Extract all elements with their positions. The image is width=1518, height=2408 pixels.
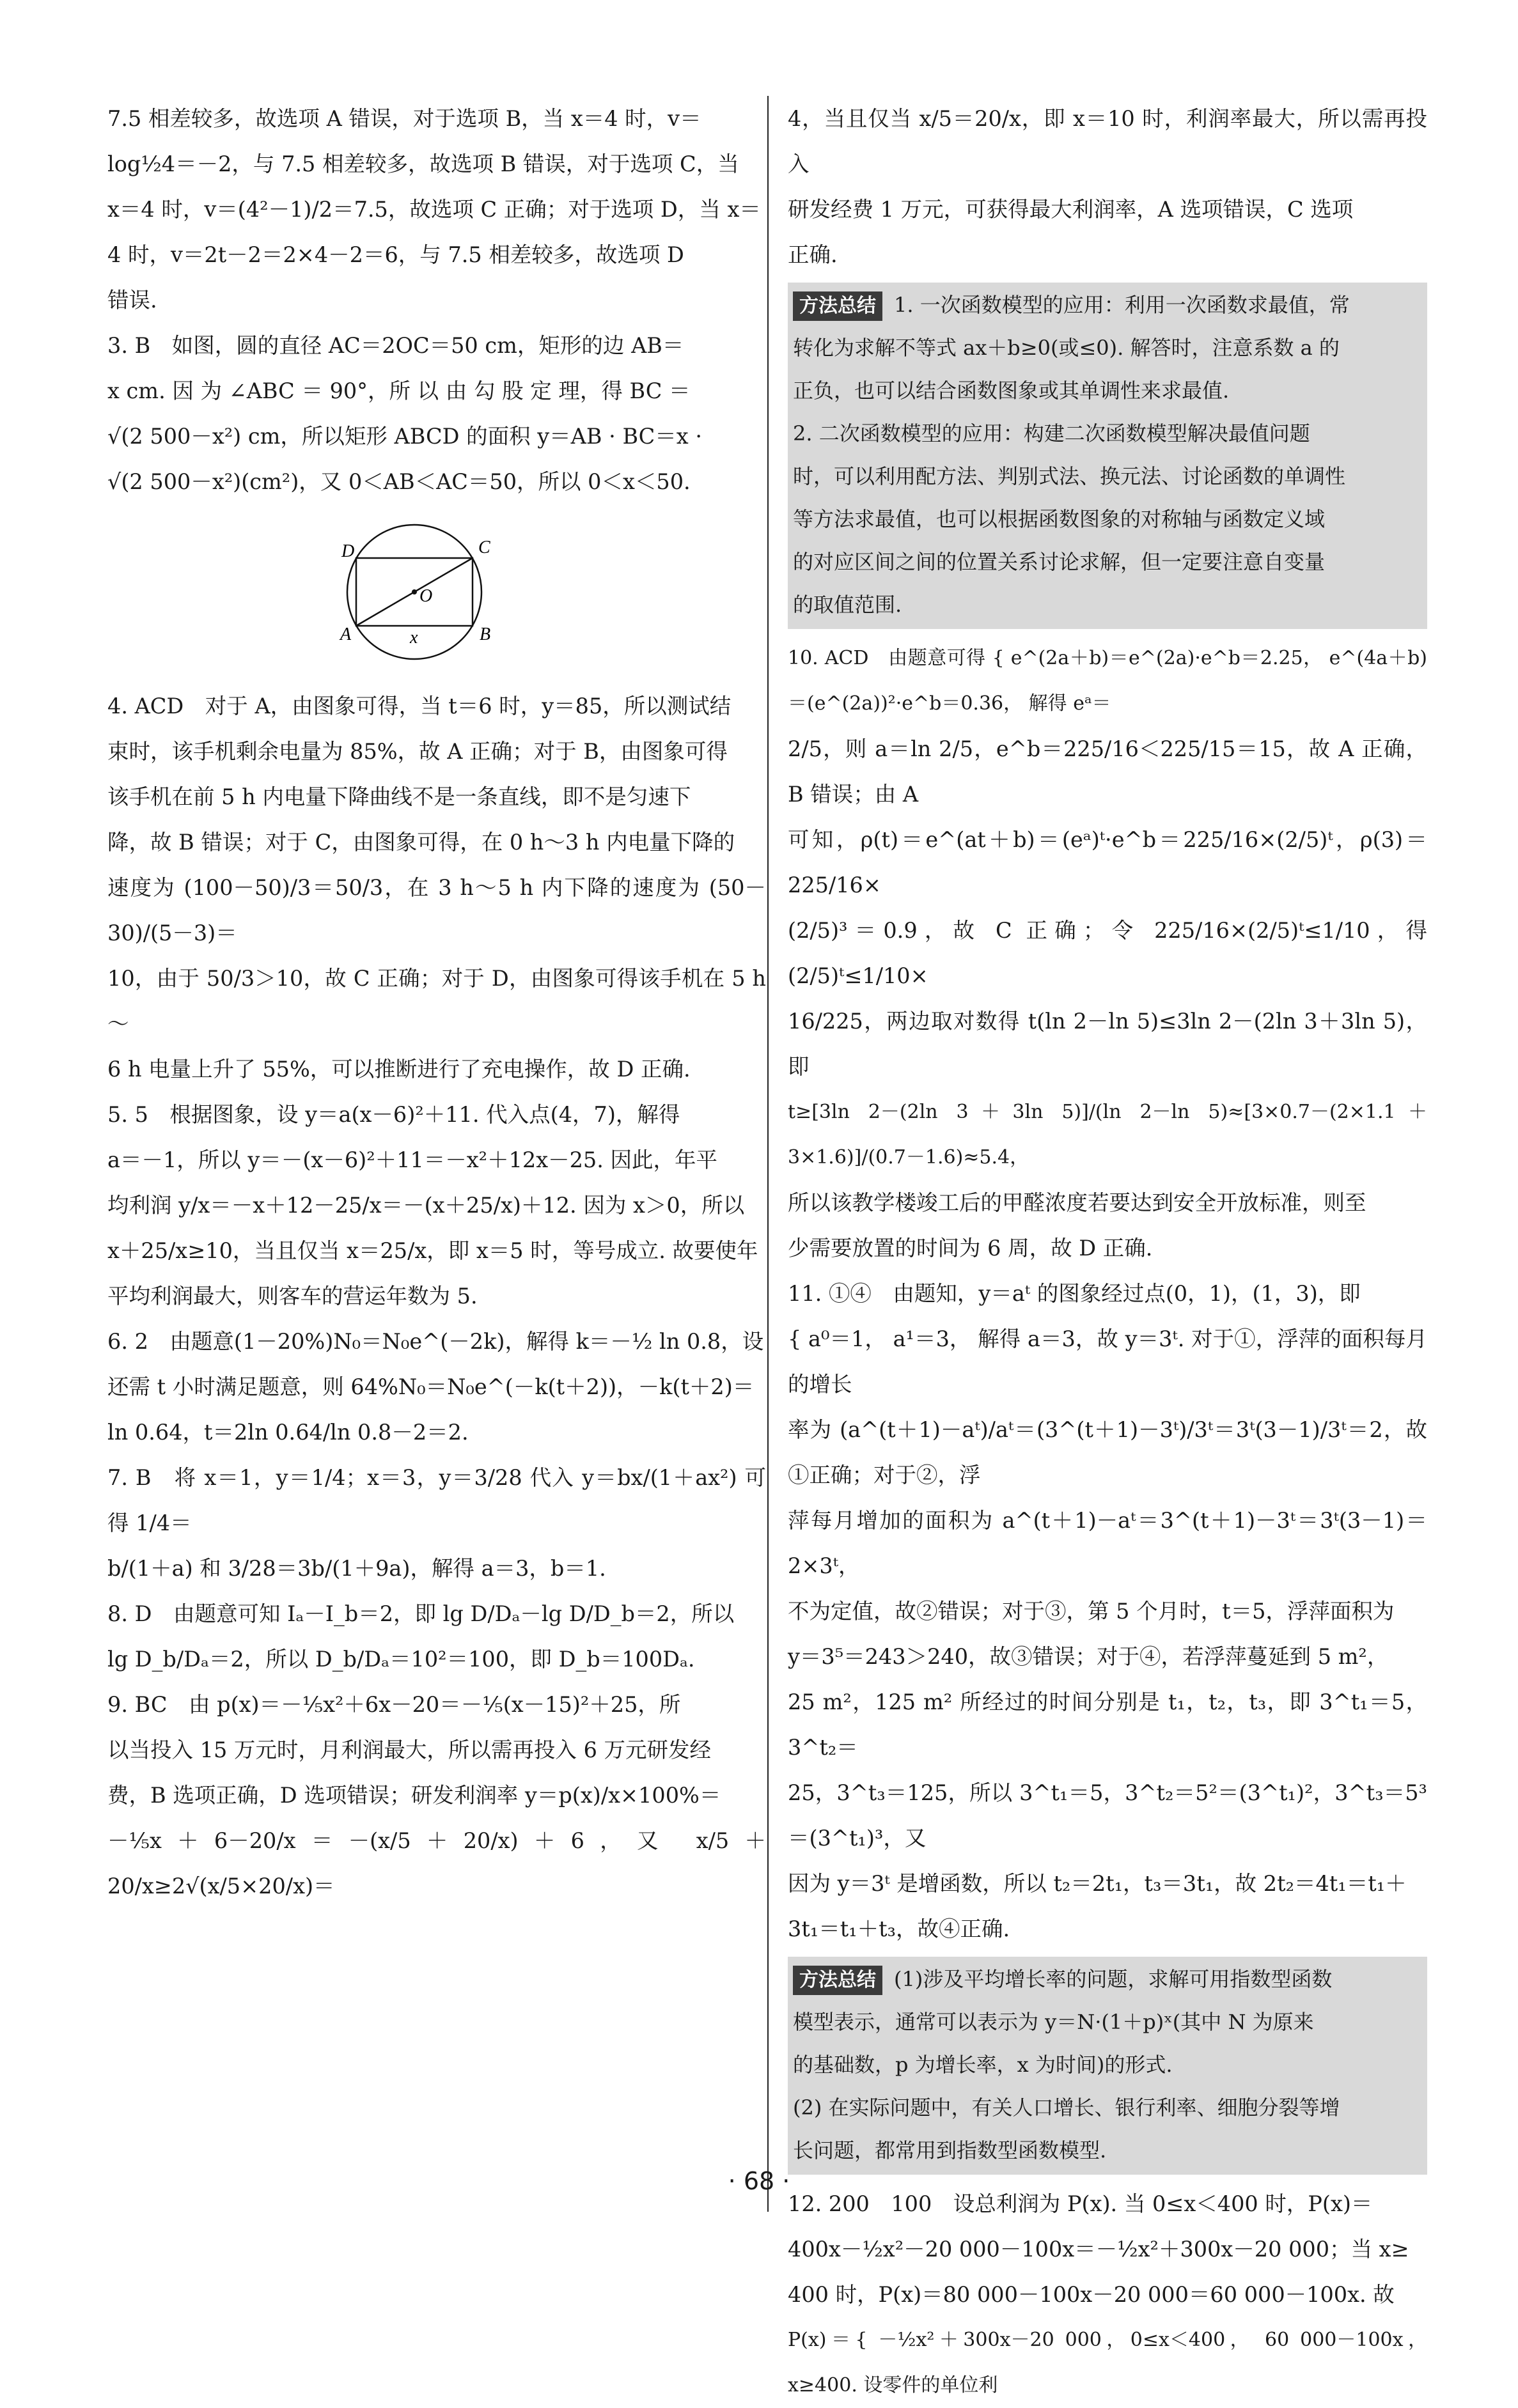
text-line: 可知，ρ(t)＝e^(at＋b)＝(eᵃ)ᵗ·e^b＝225/16×(2/5)ᵗ，ρ(3)＝225/16×: [788, 827, 1427, 897]
text-line: 错误.: [107, 288, 157, 313]
answer-9-line: 9. BC 由 p(x)＝－⅕x²＋6x－20＝－⅕(x－15)²＋25，所: [107, 1692, 681, 1717]
answer-10-line: 10. ACD 由题意可得 { e^(2a＋b)＝e^(2a)·e^b＝2.25， e^(4a＋b)＝(e^(2a))²·e^b＝0.36， 解得 eᵃ＝: [788, 647, 1427, 715]
answer-4-line: 4. ACD 对于 A，由图象可得，当 t＝6 时，y＝85，所以测试结: [107, 694, 732, 719]
text-line: (2/5)³＝0.9，故 C 正确；令 225/16×(2/5)ᵗ≤1/10，得 (2/5)ᵗ≤1/10×: [788, 918, 1427, 988]
method-summary-box-2: [788, 1957, 1427, 2175]
text-line: P(x)＝{ －½x²＋300x－20 000，0≤x＜400， 60 000－100x，x≥400. 设零件的单位利: [788, 2329, 1427, 2396]
geometry-diagram: [318, 512, 510, 672]
summary-line: 2. 二次函数模型的应用：构建二次函数模型解决最值问题: [793, 421, 1310, 446]
text-line: 10，由于 50/3＞10，故 C 正确；对于 D，由图象可得该手机在 5 h～: [107, 966, 766, 1036]
answer-12-line: 12. 200 100 设总利润为 P(x). 当 0≤x＜400 时，P(x)＝: [788, 2191, 1373, 2216]
summary-line: (2) 在实际问题中，有关人口增长、银行利率、细胞分裂等增: [793, 2095, 1340, 2120]
answer-3-line: 3. B 如图，圆的直径 AC＝2OC＝50 cm，矩形的边 AB＝: [107, 333, 684, 358]
answer-6-line: 6. 2 由题意(1－20%)N₀＝N₀e^(－2k)，解得 k＝－½ ln 0.8，设: [107, 1329, 764, 1354]
text-line: x＝4 时，v＝(4²－1)/2＝7.5，故选项 C 正确；对于选项 D，当 x＝: [107, 197, 761, 222]
text-line: 还需 t 小时满足题意，则 64%N₀＝N₀e^(－k(t＋2))，－k(t＋2)＝: [107, 1374, 755, 1399]
summary-line: 转化为求解不等式 ax＋b≥0(或≤0). 解答时，注意系数 a 的: [793, 336, 1340, 360]
text-line: 3t₁＝t₁＋t₃，故④正确.: [788, 1916, 1010, 1941]
summary-line: [793, 1958, 1422, 2001]
right-column: [788, 96, 1427, 2408]
summary-text: (1)涉及平均增长率的问题，求解可用指数型函数: [894, 1967, 1333, 1991]
text-line: lg D_b/Dₐ＝2，所以 D_b/Dₐ＝10²＝100，即 D_b＝100Dₐ.: [107, 1647, 695, 1672]
label-o: O: [419, 586, 433, 606]
text-line: 400 时，P(x)＝80 000－100x－20 000＝60 000－100x. 故: [788, 2282, 1395, 2307]
summary-line: 长问题，都常用到指数型函数模型.: [793, 2138, 1107, 2163]
summary-line: 时，可以利用配方法、判别式法、换元法、讨论函数的单调性: [793, 464, 1346, 488]
text-line: 费，B 选项正确，D 选项错误；研发利润率 y＝p(x)/x×100%＝: [107, 1783, 721, 1808]
text-line: b/(1＋a) 和 3/28＝3b/(1＋9a)，解得 a＝3，b＝1.: [107, 1556, 606, 1581]
text-line: 7.5 相差较多，故选项 A 错误，对于选项 B，当 x＝4 时，v＝: [107, 106, 701, 131]
text-line: 不为定值，故②错误；对于③，第 5 个月时，t＝5，浮萍面积为: [788, 1599, 1395, 1624]
method-summary-tag: 方法总结: [793, 291, 882, 321]
text-line: 以当投入 15 万元时，月利润最大，所以需再投入 6 万元研发经: [107, 1737, 712, 1762]
answer-7-line: 7. B 将 x＝1，y＝1/4；x＝3，y＝3/28 代入 y＝bx/(1＋ax²) 可得 1/4＝: [107, 1465, 766, 1535]
left-column: [107, 96, 766, 1909]
text-line: 6 h 电量上升了 55%，可以推断进行了充电操作，故 D 正确.: [107, 1057, 691, 1082]
center-point-o: [412, 589, 417, 594]
text-line: 均利润 y/x＝－x＋12－25/x＝－(x＋25/x)＋12. 因为 x＞0，所以: [107, 1193, 745, 1218]
summary-line: 的取值范围.: [793, 593, 902, 617]
label-b: B: [480, 625, 491, 644]
label-x: x: [410, 628, 418, 648]
text-line: 降，故 B 错误；对于 C，由图象可得，在 0 h～3 h 内电量下降的: [107, 830, 735, 855]
summary-text: 1. 一次函数模型的应用：利用一次函数求最值，常: [894, 293, 1350, 317]
label-a: A: [340, 625, 352, 644]
text-line: 率为 (a^(t＋1)－aᵗ)/aᵗ＝(3^(t＋1)－3ᵗ)/3ᵗ＝3ᵗ(3－1)/3ᵗ＝2，故①正确；对于②，浮: [788, 1417, 1427, 1488]
text-line: 所以该教学楼竣工后的甲醛浓度若要达到安全开放标准，则至: [788, 1190, 1366, 1215]
method-summary-tag: 方法总结: [793, 1966, 882, 1995]
summary-line: 的对应区间之间的位置关系讨论求解，但一定要注意自变量: [793, 550, 1326, 574]
text-line: 4 时，v＝2t－2＝2×4－2＝6，与 7.5 相差较多，故选项 D: [107, 242, 684, 267]
summary-line: 的基础数，p 为增长率，x 为时间)的形式.: [793, 2053, 1173, 2077]
page-number: · 68 ·: [728, 2167, 790, 2195]
text-line: 平均利润最大，则客车的营运年数为 5.: [107, 1284, 478, 1309]
text-line: 2/5，则 a＝ln 2/5，e^b＝225/16＜225/15＝15，故 A 正确，B 错误；由 A: [788, 736, 1427, 807]
text-line: 25，3^t₃＝125，所以 3^t₁＝5，3^t₂＝5²＝(3^t₁)²，3^t₃＝5³＝(3^t₁)³，又: [788, 1780, 1427, 1851]
text-line: 16/225，两边取对数得 t(ln 2－ln 5)≤3ln 2－(2ln 3＋3ln 5)，即: [788, 1009, 1427, 1079]
text-line: 25 m²，125 m² 所经过的时间分别是 t₁，t₂，t₃，即 3^t₁＝5，3^t₂＝: [788, 1689, 1427, 1760]
text-line: 速度为 (100－50)/3＝50/3，在 3 h～5 h 内下降的速度为 (50－30)/(5－3)＝: [107, 875, 766, 945]
answer-8-line: 8. D 由题意可知 Iₐ－I_b＝2，即 lg D/Dₐ－lg D/D_b＝2，所以: [107, 1601, 735, 1626]
text-line: x cm. 因 为 ∠ABC ＝ 90°，所 以 由 勾 股 定 理，得 BC ＝: [107, 378, 691, 403]
text-line: 少需要放置的时间为 6 周，故 D 正确.: [788, 1236, 1153, 1261]
text-line: x＋25/x≥10，当且仅当 x＝25/x，即 x＝5 时，等号成立. 故要使年: [107, 1238, 758, 1263]
summary-line: 等方法求最值，也可以根据函数图象的对称轴与函数定义域: [793, 507, 1326, 531]
text-line: 4，当且仅当 x/5＝20/x，即 x＝10 时，利润率最大，所以需再投入: [788, 106, 1427, 176]
text-line: √(2 500－x²) cm，所以矩形 ABCD 的面积 y＝AB · BC＝x ·: [107, 424, 703, 449]
text-line: 研发经费 1 万元，可获得最大利润率，A 选项错误，C 选项: [788, 197, 1354, 222]
text-line: { a⁰＝1， a¹＝3， 解得 a＝3，故 y＝3ᵗ. 对于①，浮萍的面积每月的增长: [788, 1326, 1427, 1397]
answer-11-line: 11. ①④ 由题知，y＝aᵗ 的图象经过点(0，1)，(1，3)，即: [788, 1281, 1361, 1306]
text-line: 因为 y＝3ᵗ 是增函数，所以 t₂＝2t₁，t₃＝3t₁，故 2t₂＝4t₁＝t₁＋: [788, 1871, 1407, 1896]
label-d: D: [341, 541, 355, 561]
text-line: log½4＝－2，与 7.5 相差较多，故选项 B 错误，对于选项 C，当: [107, 151, 739, 176]
text-line: y＝3⁵＝243＞240，故③错误；对于④，若浮萍蔓延到 5 m²，: [788, 1644, 1389, 1669]
text-line: －⅕x＋6－20/x＝－(x/5＋20/x)＋6，又 x/5＋20/x≥2√(x/5×20/x)＝: [107, 1828, 766, 1899]
text-line: 400x－½x²－20 000－100x＝－½x²＋300x－20 000；当 x≥: [788, 2237, 1409, 2262]
text-line: 束时，该手机剩余电量为 85%，故 A 正确；对于 B，由图象可得: [107, 739, 728, 764]
summary-line: 正负，也可以结合函数图象或其单调性来求最值.: [793, 378, 1230, 403]
answer-5-line: 5. 5 根据图象，设 y＝a(x－6)²＋11. 代入点(4，7)，解得: [107, 1102, 680, 1127]
text-line: ln 0.64，t＝2ln 0.64/ln 0.8－2＝2.: [107, 1420, 469, 1445]
text-line: 萍每月增加的面积为 a^(t＋1)－aᵗ＝3^(t＋1)－3ᵗ＝3ᵗ(3－1)＝2×3ᵗ，: [788, 1508, 1427, 1578]
text-line: a＝－1，所以 y＝－(x－6)²＋11＝－x²＋12x－25. 因此，年平: [107, 1147, 718, 1172]
column-divider: [767, 96, 769, 2212]
text-line: t≥[3ln 2－(2ln 3＋3ln 5)]/(ln 2－ln 5)≈[3×0.7－(2×1.1＋3×1.6)]/(0.7－1.6)≈5.4，: [788, 1101, 1427, 1169]
method-summary-box-1: [788, 283, 1427, 629]
summary-line: [793, 284, 1422, 327]
circle-rectangle-figure: [107, 512, 766, 672]
text-line: 正确.: [788, 242, 838, 267]
summary-line: 模型表示，通常可以表示为 y＝N·(1＋p)ˣ(其中 N 为原来: [793, 2010, 1314, 2034]
text-line: √(2 500－x²)(cm²)，又 0＜AB＜AC＝50，所以 0＜x＜50.: [107, 469, 691, 494]
text-line: 该手机在前 5 h 内电量下降曲线不是一条直线，即不是匀速下: [107, 784, 691, 809]
label-c: C: [478, 538, 490, 557]
